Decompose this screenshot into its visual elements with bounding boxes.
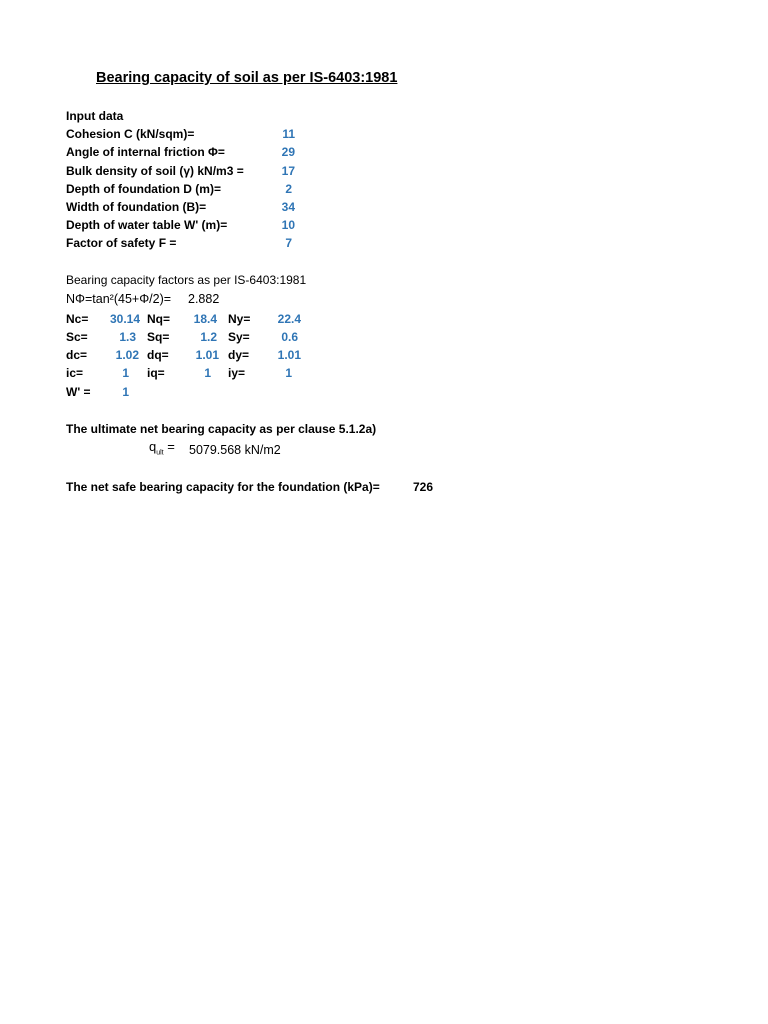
- factor-value-dc: 1.02: [115, 348, 139, 362]
- qult-q: q: [149, 439, 157, 454]
- qult-value: 5079.568 kN/m2: [189, 443, 281, 457]
- factor-label-dq: dq=: [147, 348, 169, 362]
- factor-label-iq: iq=: [147, 366, 165, 380]
- qult-equals: =: [167, 439, 175, 454]
- ultimate-heading: The ultimate net bearing capacity as per clause 5.1.2a): [66, 422, 377, 436]
- input-label-cohesion: Cohesion C (kN/sqm)=: [66, 127, 195, 141]
- input-value-friction-angle: 29: [281, 145, 295, 159]
- factor-value-sy: 0.6: [281, 330, 298, 344]
- factor-value-dy: 1.01: [277, 348, 301, 362]
- input-value-foundation-width: 34: [281, 200, 295, 214]
- factor-value-sq: 1.2: [200, 330, 217, 344]
- factor-label-ny: Ny=: [228, 312, 251, 326]
- factor-label-sq: Sq=: [147, 330, 170, 344]
- factor-label-sy: Sy=: [228, 330, 250, 344]
- input-label-friction-angle: Angle of internal friction Φ=: [66, 145, 225, 159]
- input-label-foundation-width: Width of foundation (B)=: [66, 200, 207, 214]
- factor-label-w: W' =: [66, 385, 91, 399]
- input-value-foundation-depth: 2: [285, 182, 292, 196]
- factor-label-iy: iy=: [228, 366, 246, 380]
- factor-value-sc: 1.3: [119, 330, 136, 344]
- nphi-label: NΦ=tan²(45+Φ/2)=: [66, 292, 172, 306]
- factors-heading: Bearing capacity factors as per IS-6403:1981: [66, 273, 307, 287]
- input-heading: Input data: [66, 109, 124, 123]
- page-title: Bearing capacity of soil as per IS-6403:1981: [96, 70, 398, 86]
- factor-label-nc: Nc=: [66, 312, 89, 326]
- factor-value-nq: 18.4: [193, 312, 217, 326]
- factor-value-dq: 1.01: [195, 348, 219, 362]
- factor-value-ny: 22.4: [277, 312, 301, 326]
- factor-value-nc: 30.14: [109, 312, 140, 326]
- factor-value-w: 1: [122, 385, 129, 399]
- factor-value-ic: 1: [122, 366, 129, 380]
- input-label-bulk-density: Bulk density of soil (γ) kN/m3 =: [66, 164, 244, 178]
- safe-capacity-value: 726: [412, 480, 433, 494]
- factor-label-dc: dc=: [66, 348, 88, 362]
- input-label-foundation-depth: Depth of foundation D (m)=: [66, 182, 221, 196]
- factor-value-iy: 1: [285, 366, 292, 380]
- input-value-water-table: 10: [281, 218, 295, 232]
- factor-value-iq: 1: [204, 366, 211, 380]
- nphi-value: 2.882: [188, 292, 220, 306]
- input-label-water-table: Depth of water table W' (m)=: [66, 218, 228, 232]
- input-label-factor-of-safety: Factor of safety F =: [66, 236, 177, 250]
- qult-symbol: [149, 440, 175, 457]
- factor-label-dy: dy=: [228, 348, 250, 362]
- factor-label-nq: Nq=: [147, 312, 171, 326]
- factor-label-ic: ic=: [66, 366, 84, 380]
- qult-subscript: ult: [156, 449, 164, 457]
- input-value-bulk-density: 17: [281, 164, 295, 178]
- input-value-factor-of-safety: 7: [285, 236, 292, 250]
- input-value-cohesion: 11: [282, 127, 295, 141]
- factor-label-sc: Sc=: [66, 330, 88, 344]
- safe-capacity-label: The net safe bearing capacity for the foundation (kPa)=: [66, 480, 380, 494]
